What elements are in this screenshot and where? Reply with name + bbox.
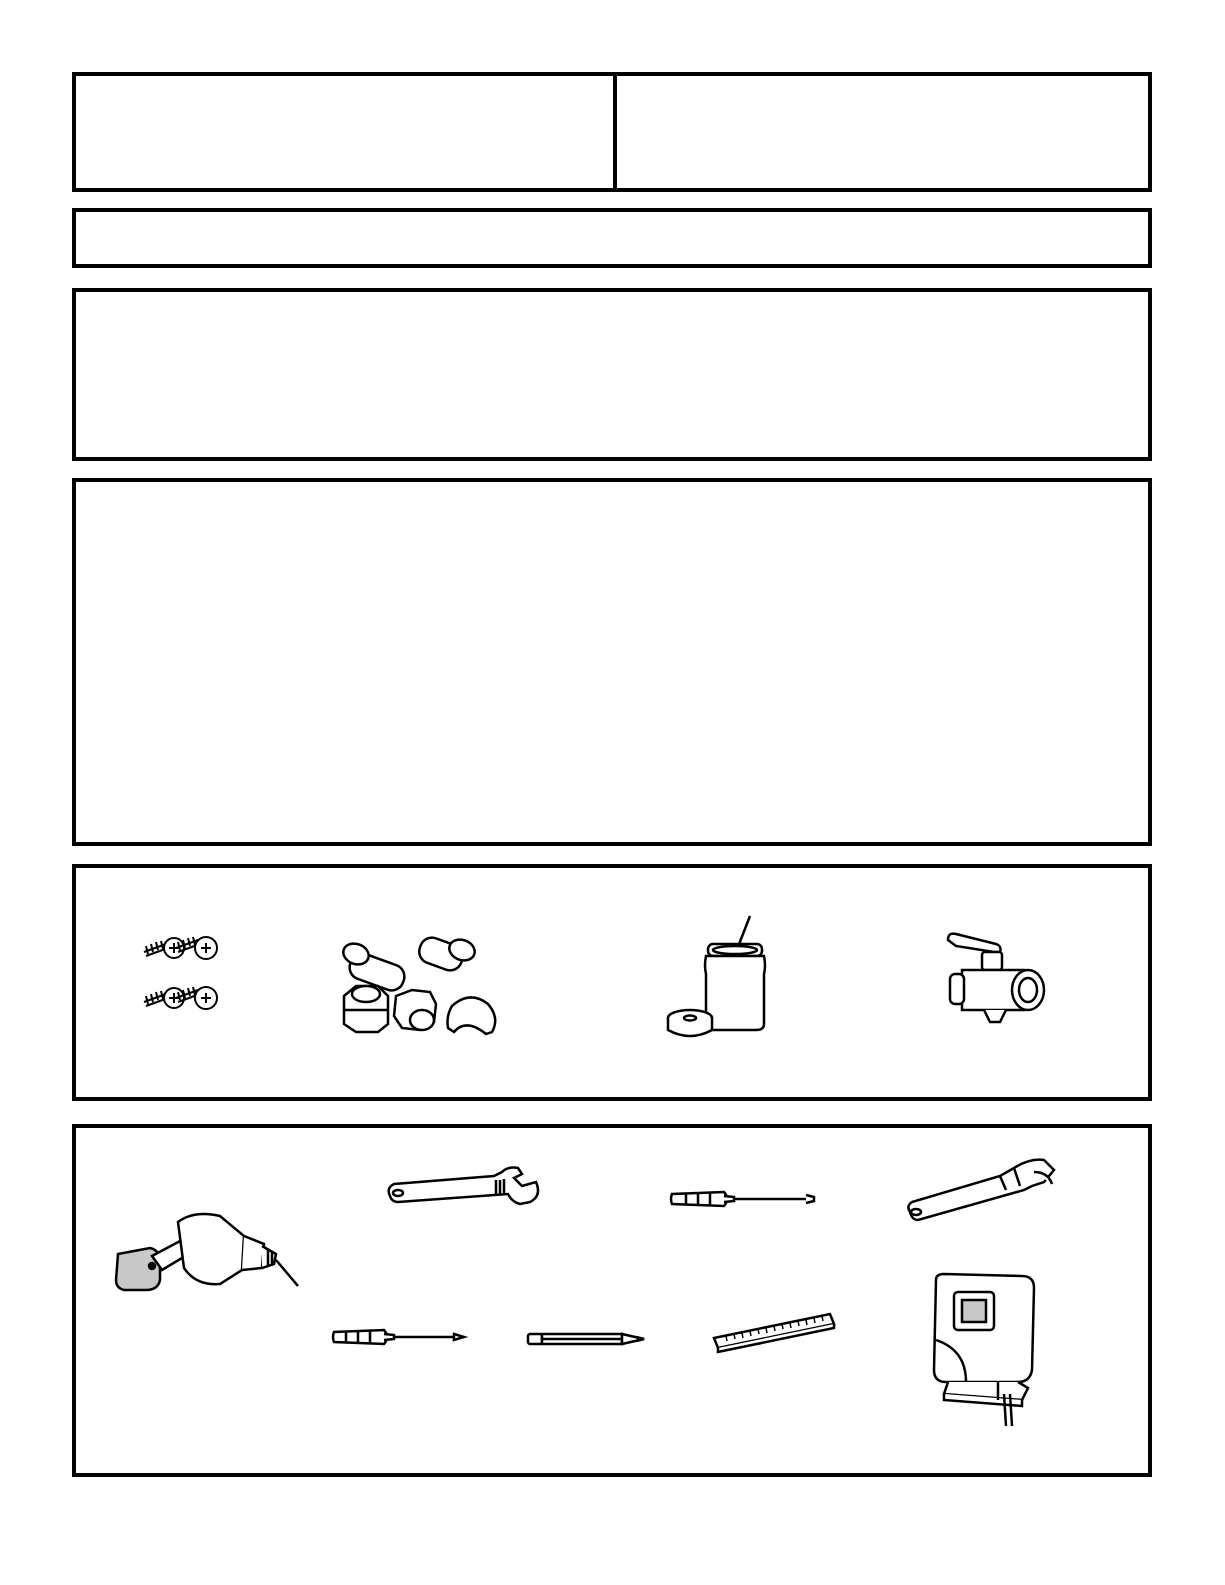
section-banner <box>72 208 1152 268</box>
pencil-icon <box>524 1328 654 1350</box>
title-block-right <box>613 72 1152 192</box>
flat-blade-screwdriver-icon <box>668 1184 818 1214</box>
power-drill-icon <box>112 1206 302 1316</box>
section-b-box <box>72 478 1152 846</box>
tools-box <box>72 1124 1152 1477</box>
pipe-fittings-icon <box>336 932 506 1042</box>
pipe-sealant-and-tape-icon <box>666 910 776 1040</box>
section-a-box <box>72 288 1152 461</box>
shutoff-valve-icon <box>944 930 1044 1030</box>
mounting-screws-icon <box>138 926 228 1026</box>
jigsaw-icon <box>926 1270 1046 1430</box>
phillips-screwdriver-icon <box>330 1322 470 1352</box>
ruler-icon <box>710 1306 840 1356</box>
pipe-wrench-icon <box>904 1156 1064 1226</box>
materials-box <box>72 864 1152 1101</box>
adjustable-wrench-icon <box>384 1162 544 1212</box>
title-block-left <box>72 72 617 192</box>
